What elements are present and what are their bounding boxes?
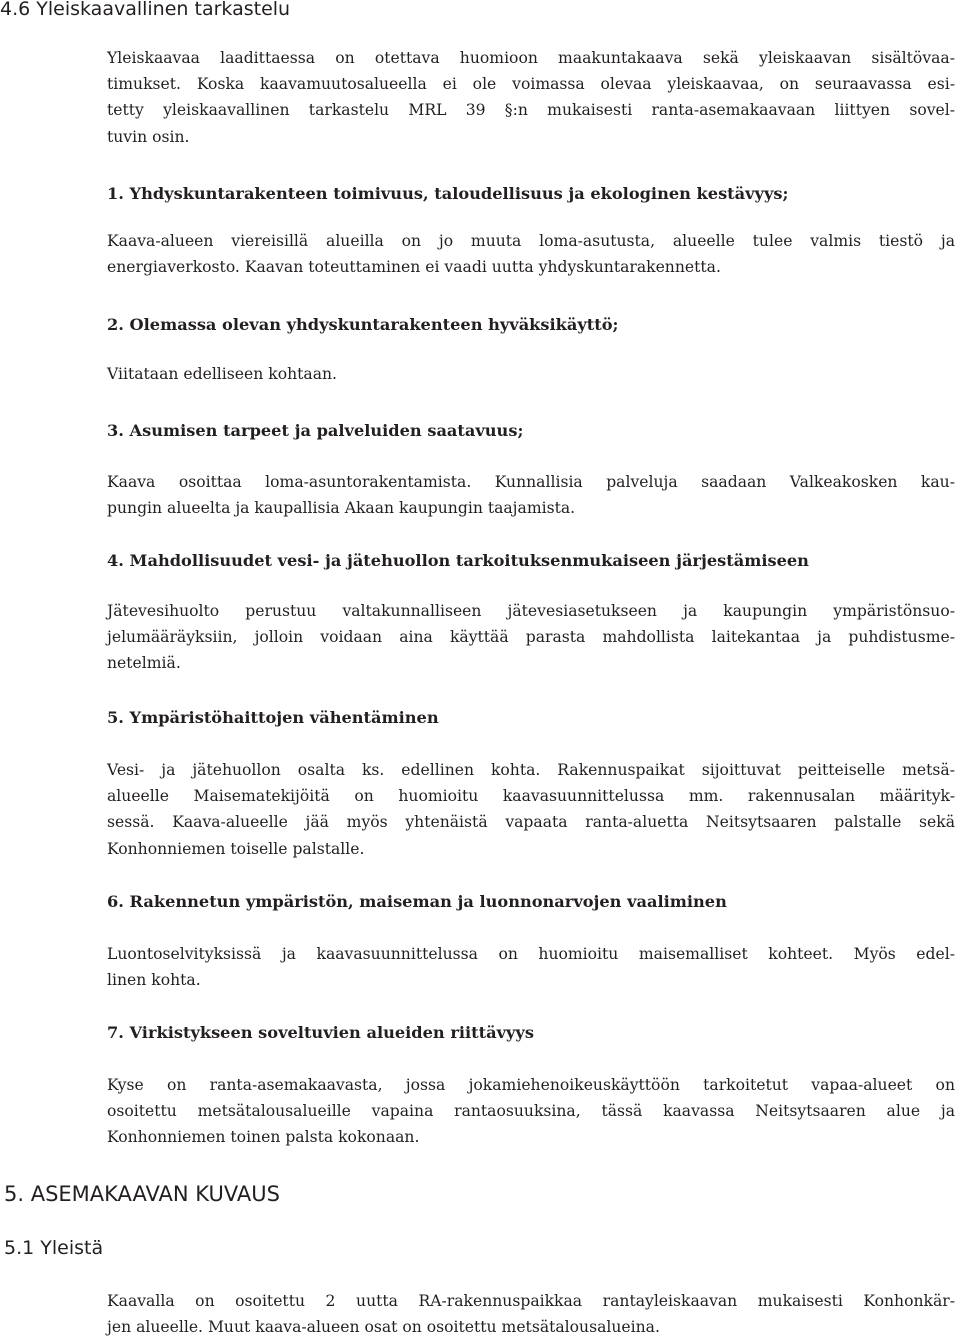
intro-paragraph xyxy=(107,45,955,150)
text-line: tuvin osin. xyxy=(107,127,190,146)
text-line: pungin alueelta ja kaupallisia Akaan kaupungin taajamista. xyxy=(107,499,576,518)
criterion-text-6 xyxy=(107,941,955,993)
text-line: timukset. Koska kaavamuutosalueella ei ole voimassa olevaa yleiskaavaa, on seuraavassa esi- xyxy=(107,75,955,94)
text-line: Yleiskaavaa laadittaessa on otettava huomioon maakuntakaava sekä yleiskaavan sisältövaa- xyxy=(107,49,955,67)
text-line: linen kohta. xyxy=(107,971,201,990)
text-line: Kaavalla on osoitettu 2 uutta RA-rakennuspaikkaa rantayleiskaavan mukaisesti Konhonkär- xyxy=(107,1292,955,1310)
text-line: alueelle Maisematekijöitä on huomioitu kaavasuunnittelussa mm. rakennusalan määrityk- xyxy=(107,787,955,806)
text-line: jelumääräyksiin, jolloin voidaan aina käyttää parasta mahdollista laitekantaa ja puhdistusme- xyxy=(107,628,955,647)
text-line: tetty yleiskaavallinen tarkastelu MRL 39 §:n mukaisesti ranta-asemakaavaan liittyen sovel- xyxy=(107,101,955,120)
criterion-text-1 xyxy=(107,228,955,280)
text-line: Kyse on ranta-asemakaavasta, jossa jokamiehenoikeuskäyttöön tarkoitetut vapaa-alueet on xyxy=(107,1076,955,1094)
criterion-text-2 xyxy=(107,361,955,387)
text-line: Jätevesihuolto perustuu valtakunnalliseen jätevesiasetukseen ja kaupungin ympäristönsuo- xyxy=(107,602,955,620)
criterion-text-4 xyxy=(107,598,955,677)
text-line: osoitettu metsätalousalueille vapaina rantaosuuksina, tässä kaavassa Neitsytsaaren alue ja xyxy=(107,1102,955,1121)
text-line: Viitataan edelliseen kohtaan. xyxy=(107,365,337,383)
criterion-text-3 xyxy=(107,469,955,521)
section-heading-5-1: 5.1 Yleistä xyxy=(4,1237,104,1259)
section-heading-5: 5. ASEMAKAAVAN KUVAUS xyxy=(4,1182,280,1206)
text-line: jen alueelle. Muut kaava-alueen osat on osoitettu metsätalousalueina. xyxy=(107,1318,660,1337)
text-line: sessä. Kaava-alueelle jää myös yhtenäistä vapaata ranta-aluetta Neitsytsaaren palstalle sekä xyxy=(107,813,955,832)
criterion-heading-4: 4. Mahdollisuudet vesi- ja jätehuollon tarkoituksenmukaiseen järjestämiseen xyxy=(107,551,809,570)
text-line: Kaava osoittaa loma-asuntorakentamista. Kunnallisia palveluja saadaan Valkeakosken kau- xyxy=(107,473,955,491)
text-line: netelmiä. xyxy=(107,654,181,673)
section-5-1-paragraph xyxy=(107,1288,955,1340)
criterion-text-7 xyxy=(107,1072,955,1151)
criterion-text-5 xyxy=(107,757,955,862)
criterion-heading-5: 5. Ympäristöhaittojen vähentäminen xyxy=(107,708,439,727)
text-line: Vesi- ja jätehuollon osalta ks. edellinen kohta. Rakennuspaikat sijoittuvat peitteiselle metsä- xyxy=(107,761,955,779)
text-line: Kaava-alueen viereisillä alueilla on jo muuta loma-asutusta, alueelle tulee valmis tiestö ja xyxy=(107,232,955,250)
text-line: Konhonniemen toinen palsta kokonaan. xyxy=(107,1128,420,1147)
criterion-heading-6: 6. Rakennetun ympäristön, maiseman ja luonnonarvojen vaaliminen xyxy=(107,892,727,911)
section-heading-4-6: 4.6 Yleiskaavallinen tarkastelu xyxy=(0,0,291,20)
criterion-heading-7: 7. Virkistykseen soveltuvien alueiden riittävyys xyxy=(107,1023,534,1042)
criterion-heading-3: 3. Asumisen tarpeet ja palveluiden saatavuus; xyxy=(107,421,524,440)
criterion-heading-1: 1. Yhdyskuntarakenteen toimivuus, taloudellisuus ja ekologinen kestävyys; xyxy=(107,184,789,203)
text-line: Luontoselvityksissä ja kaavasuunnittelussa on huomioitu maisemalliset kohteet. Myös edel- xyxy=(107,945,955,963)
text-line: Konhonniemen toiselle palstalle. xyxy=(107,839,365,858)
criterion-heading-2: 2. Olemassa olevan yhdyskuntarakenteen hyväksikäyttö; xyxy=(107,315,619,334)
text-line: energiaverkosto. Kaavan toteuttaminen ei vaadi uutta yhdyskuntarakennetta. xyxy=(107,258,721,277)
